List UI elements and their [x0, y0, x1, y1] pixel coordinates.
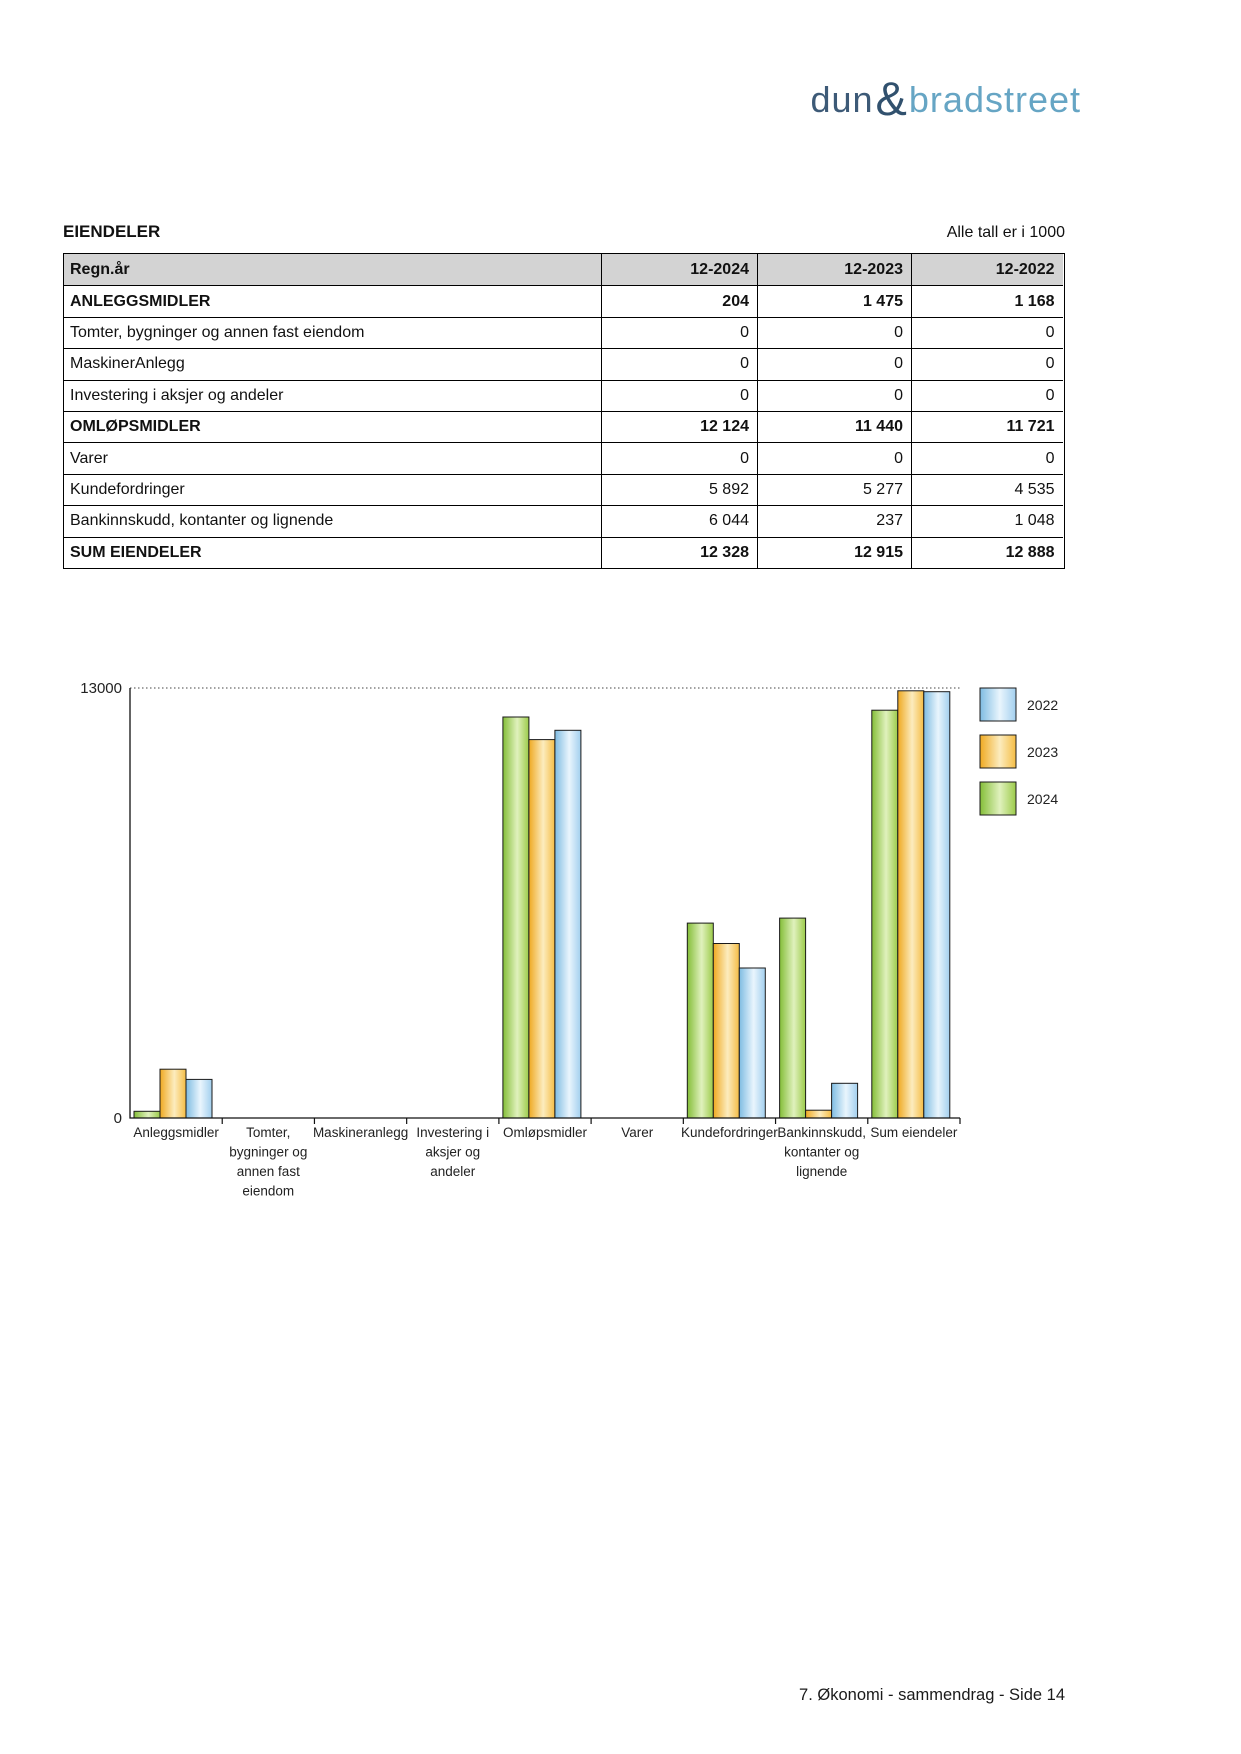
- cell-value: 0: [911, 380, 1063, 411]
- cell-value: 12 888: [911, 537, 1063, 568]
- section-header: [63, 222, 1065, 242]
- bar-2022: [555, 730, 581, 1118]
- cell-value: 12 124: [601, 411, 757, 442]
- legend-label: 2024: [1027, 791, 1059, 807]
- legend-swatch-2024: [980, 782, 1016, 815]
- cell-value: 11 721: [911, 411, 1063, 442]
- x-tick-label: andeler: [430, 1164, 476, 1179]
- row-label: OMLØPSMIDLER: [64, 411, 601, 442]
- bar-2023: [898, 691, 924, 1118]
- bar-2022: [832, 1083, 858, 1118]
- x-tick-label: lignende: [796, 1164, 848, 1179]
- column-header: 12-2022: [911, 254, 1063, 285]
- dun-bradstreet-logo: [810, 68, 1081, 123]
- page-title: EIENDELER: [63, 222, 161, 241]
- bar-2024: [872, 710, 898, 1118]
- assets-table: [63, 253, 1065, 569]
- x-tick-label: Investering i: [416, 1125, 490, 1140]
- bar-2023: [806, 1110, 832, 1118]
- bar-2022: [924, 692, 950, 1118]
- x-tick-label: Maskineranlegg: [312, 1125, 409, 1140]
- x-tick-label: Bankinnskudd,: [777, 1125, 866, 1140]
- bar-2024: [780, 918, 806, 1118]
- x-tick-label: kontanter og: [784, 1144, 860, 1160]
- cell-value: 0: [601, 317, 757, 348]
- cell-value: 0: [757, 317, 911, 348]
- cell-value: 4 535: [911, 474, 1063, 505]
- cell-value: 0: [911, 317, 1063, 348]
- bar-2024: [687, 923, 713, 1118]
- row-label: SUM EIENDELER: [64, 537, 601, 568]
- cell-value: 0: [757, 348, 911, 379]
- cell-value: 5 892: [601, 474, 757, 505]
- bar-2024: [134, 1111, 160, 1118]
- x-tick-label: bygninger og: [229, 1144, 308, 1160]
- row-label: Kundefordringer: [64, 474, 601, 505]
- cell-value: 12 328: [601, 537, 757, 568]
- cell-value: 1 048: [911, 505, 1063, 536]
- bar-2023: [713, 944, 739, 1119]
- row-label: Investering i aksjer og andeler: [64, 380, 601, 411]
- legend-label: 2023: [1027, 744, 1059, 760]
- page-footer: 7. Økonomi - sammendrag - Side 14: [799, 1686, 1065, 1704]
- cell-value: 0: [911, 348, 1063, 379]
- x-tick-label: aksjer og: [425, 1144, 481, 1160]
- cell-value: 237: [757, 505, 911, 536]
- bar-2023: [529, 740, 555, 1118]
- row-label: Varer: [64, 442, 601, 473]
- legend-label: 2022: [1027, 697, 1059, 713]
- ampersand-icon: &: [875, 72, 907, 125]
- x-tick-label: Omløpsmidler: [502, 1125, 588, 1140]
- cell-value: 0: [601, 348, 757, 379]
- cell-value: 0: [601, 380, 757, 411]
- logo-text-dun: dun: [810, 79, 874, 120]
- row-label: Tomter, bygninger og annen fast eiendom: [64, 317, 601, 348]
- cell-value: 204: [601, 285, 757, 316]
- cell-value: 1 475: [757, 285, 911, 316]
- cell-value: 0: [911, 442, 1063, 473]
- x-tick-label: annen fast: [236, 1164, 300, 1179]
- row-label: MaskinerAnlegg: [64, 348, 601, 379]
- assets-chart-container: [60, 640, 1180, 1240]
- cell-value: 0: [757, 380, 911, 411]
- row-label: ANLEGGSMIDLER: [64, 285, 601, 316]
- column-header: Regn.år: [64, 254, 601, 285]
- x-tick-label: eiendom: [242, 1183, 295, 1199]
- row-label: Bankinnskudd, kontanter og lignende: [64, 505, 601, 536]
- assets-bar-chart: [60, 640, 1180, 1240]
- x-tick-label: Tomter,: [246, 1125, 291, 1140]
- cell-value: 0: [757, 442, 911, 473]
- legend-swatch-2023: [980, 735, 1016, 768]
- bar-2022: [739, 968, 765, 1118]
- bar-2024: [503, 717, 529, 1118]
- logo-text-bradstreet: bradstreet: [908, 79, 1081, 120]
- cell-value: 1 168: [911, 285, 1063, 316]
- units-note: Alle tall er i 1000: [946, 224, 1065, 241]
- cell-value: 12 915: [757, 537, 911, 568]
- cell-value: 11 440: [757, 411, 911, 442]
- x-tick-label: Sum eiendeler: [870, 1125, 958, 1140]
- y-axis-label: 13000: [80, 680, 122, 697]
- column-header: 12-2023: [757, 254, 911, 285]
- bar-2023: [160, 1069, 186, 1118]
- legend-swatch-2022: [980, 688, 1016, 721]
- cell-value: 5 277: [757, 474, 911, 505]
- cell-value: 0: [601, 442, 757, 473]
- y-axis-label: 0: [113, 1110, 122, 1127]
- x-tick-label: Kundefordringer: [680, 1125, 778, 1140]
- x-tick-label: Varer: [621, 1125, 654, 1140]
- cell-value: 6 044: [601, 505, 757, 536]
- bar-2022: [186, 1079, 212, 1118]
- x-tick-label: Anleggsmidler: [133, 1125, 219, 1140]
- column-header: 12-2024: [601, 254, 757, 285]
